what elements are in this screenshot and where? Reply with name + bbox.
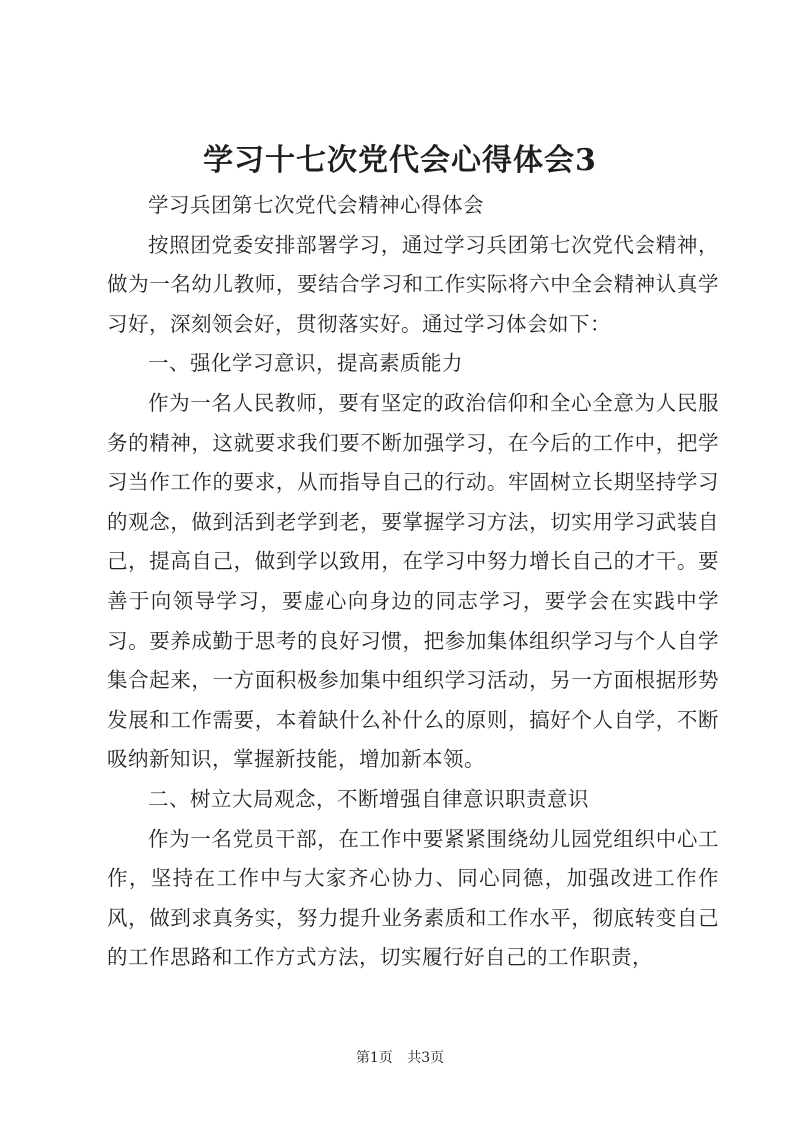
intro-paragraph: 按照团党委安排部署学习，通过学习兵团第七次党代会精神，做为一名幼儿教师，要结合学习和工作实际将六中全会精神认真学习好，深刻领会好，贯彻落实好。通过学习体会如下： [107,232,719,336]
page-footer [0,1048,800,1068]
document-body [107,186,719,978]
section-1-paragraph: 作为一名人民教师，要有坚定的政治信仰和全心全意为人民服务的精神，这就要求我们要不断加强学习，在今后的工作中，把学习当作工作的要求，从而指导自己的行动。牢固树立长期坚持学习的观念，做到活到老学到老，要掌握学习方法，切实用学习武装自己，提高自己，做到学以致用，在学习中努力增长自己的才干。要善于向领导学习，要虚心向身边的同志学习，要学会在实践中学习。要养成勤于思考的良好习惯，把参加集体组织学习与个人自学集合起来，一方面积极参加集中组织学习活动，另一方面根据形势发展和工作需要，本着缺什么补什么的原则，搞好个人自学，不断吸纳新知识，掌握新技能，增加新本领。 [107,390,719,772]
document-title: 学习十七次党代会心得体会3 [203,143,597,178]
section-heading-1: 一、强化学习意识，提高素质能力 [148,351,463,376]
section-2-paragraph: 作为一名党员干部，在工作中要紧紧围绕幼儿园党组织中心工作，坚持在工作中与大家齐心协力、同心同德，加强改进工作作风，做到求真务实，努力提升业务素质和工作水平，彻底转变自己的工作思路和工作方式方法，切实履行好自己的工作职责， [107,826,719,970]
page-total: 共3页 [407,1050,445,1066]
section-heading-2: 二、树立大局观念，不断增强自律意识职责意识 [148,786,589,811]
page-number: 第1页 [355,1050,393,1066]
subtitle-paragraph: 学习兵团第七次党代会精神心得体会 [148,193,484,217]
